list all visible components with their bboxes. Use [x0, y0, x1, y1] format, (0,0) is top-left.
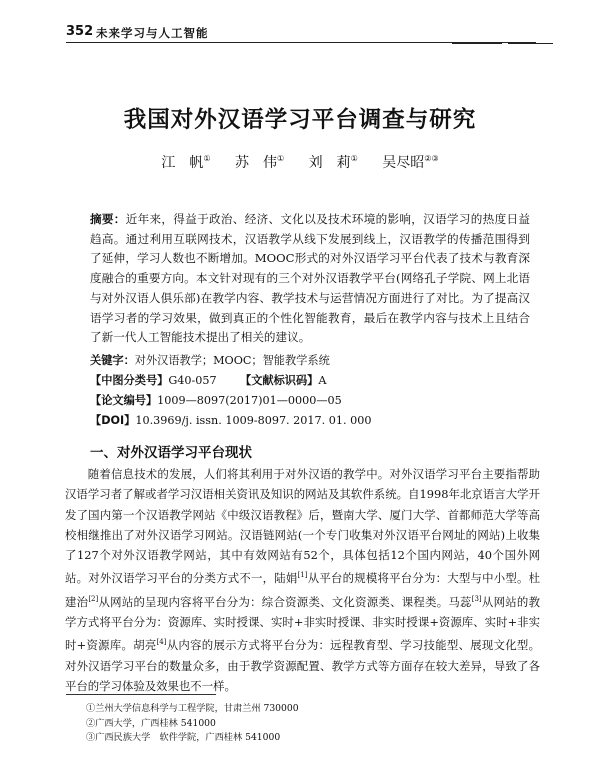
- doi-label: 【DOI】: [90, 414, 136, 427]
- affiliation-mark: ①: [277, 154, 285, 163]
- body-text-segment: 随着信息技术的发展，人们将其利用于对外汉语的教学中。对外汉语学习平台主要指帮助汉语学习者了解或者学习汉语相关资讯及知识的网站及其软件系统。自1998年北京语言大学开发了国内第一个汉语教学网站《中级汉语教程》后，暨南大学、厦门大学、首都师范大学等高校相继推出了对外汉语学习网站。汉语链网站(一个专门收集对外汉语平台网址的网站)上收集了127个对外汉语教学网站，其中有效网站有52个，具体包括12个国内网站，40个国外网站。对外汉语学习平台的分类方式不一，陆娟: [65, 467, 540, 586]
- page-number: 352: [66, 24, 94, 39]
- citation-ref: [3]: [471, 594, 482, 603]
- running-header: [66, 24, 536, 44]
- doi-value: 10.3969/j. issn. 1009-8097. 2017. 01. 000: [135, 414, 372, 427]
- abstract: [90, 210, 530, 348]
- body-text-segment: 从内容的展示方式将平台分为：远程教育型、学习技能型、展现文化型。对外汉语学习平台的数量众多，由于教学资源配置、教学方式等方面存在较大差异，导致了各平台的学习体验及效果也不一样。: [65, 638, 540, 693]
- article-number-label: 【论文编号】: [90, 394, 158, 407]
- affiliation-mark: ②③: [424, 154, 439, 163]
- body-text-segment: 从网站的教学方式将平台分为：资源库、实时授课、实时+非实时授课、非实时授课+资源库、实时+非实时+资源库。胡亮: [65, 594, 540, 653]
- author-name: 吴尽昭: [382, 155, 425, 171]
- citation-ref: [4]: [156, 638, 167, 647]
- footnote: ①兰州大学信息科学与工程学院，甘肃兰州 730000: [86, 703, 299, 714]
- body-text-segment: 从平台的规模将平台分为：大型与中小型。杜建治: [65, 571, 540, 609]
- abstract-text: 近年来，得益于政治、经济、文化以及技术环境的影响，汉语学习的热度日益趋高。通过利用互联网技术，汉语教学从线下发展到线上，汉语教学的传播范围得到了延伸，学习人数也不断增加。MOOC形式的对外汉语学习平台代表了技术与教育深度融合的重要方向。本文针对现有的三个对外汉语教学平台(网络孔子学院、网上北语与对外汉语人俱乐部)在教学内容、教学技术与运营情况方面进行了对比。为了提高汉语学习者的学习效果，做到真正的个性化智能教育，最后在教学内容与技术上且结合了新一代人工智能技术提出了相关的建议。: [90, 212, 530, 345]
- keywords: [90, 352, 530, 368]
- doc-code-value: A: [318, 374, 327, 387]
- doi-line: [90, 412, 530, 428]
- article-number-line: [90, 392, 530, 408]
- author: [382, 155, 438, 171]
- keywords-text: 对外汉语教学；MOOC；智能教学系统: [134, 354, 330, 367]
- clc-label: 【中图分类号】: [90, 374, 169, 387]
- clc-value: G40-057: [168, 374, 217, 387]
- header-rule-segment: [508, 43, 553, 44]
- header-rule-segment: [452, 43, 502, 44]
- journal-name: 未来学习与人工智能: [96, 26, 209, 40]
- section-heading: 一、对外汉语学习平台现状: [90, 445, 252, 461]
- affiliation-mark: ①: [350, 154, 358, 163]
- abstract-label: 摘要：: [90, 212, 126, 226]
- author: [161, 155, 210, 171]
- author-name: 苏 伟: [235, 155, 278, 171]
- doc-code-label: 【文献标识码】: [240, 374, 319, 387]
- citation-ref: [1]: [297, 571, 308, 580]
- footnote: ③广西民族大学 软件学院，广西桂林 541000: [86, 732, 281, 744]
- author: [309, 155, 358, 171]
- footnotes: [86, 702, 299, 746]
- article-number-value: 1009—8097(2017)01—0000—05: [157, 394, 342, 407]
- author-name: 刘 莉: [308, 155, 351, 171]
- document-code: [240, 372, 326, 388]
- citation-ref: [2]: [88, 594, 99, 603]
- author-list: [0, 152, 600, 172]
- keywords-label: 关键字：: [90, 354, 135, 367]
- affiliation-mark: ①: [203, 154, 211, 163]
- paper-title: 我国对外汉语学习平台调查与研究: [123, 107, 477, 133]
- footnote-rule: [66, 694, 216, 695]
- body-text-segment: 从网站的呈现内容将平台分为：综合资源类、文化资源类、课程类。马蕊: [98, 594, 472, 609]
- footnote: ②广西大学，广西桂林 541000: [86, 717, 216, 729]
- author-name: 江 帆: [161, 155, 204, 171]
- body-paragraph: [65, 464, 540, 696]
- author: [235, 155, 284, 171]
- classification-line: [90, 372, 530, 388]
